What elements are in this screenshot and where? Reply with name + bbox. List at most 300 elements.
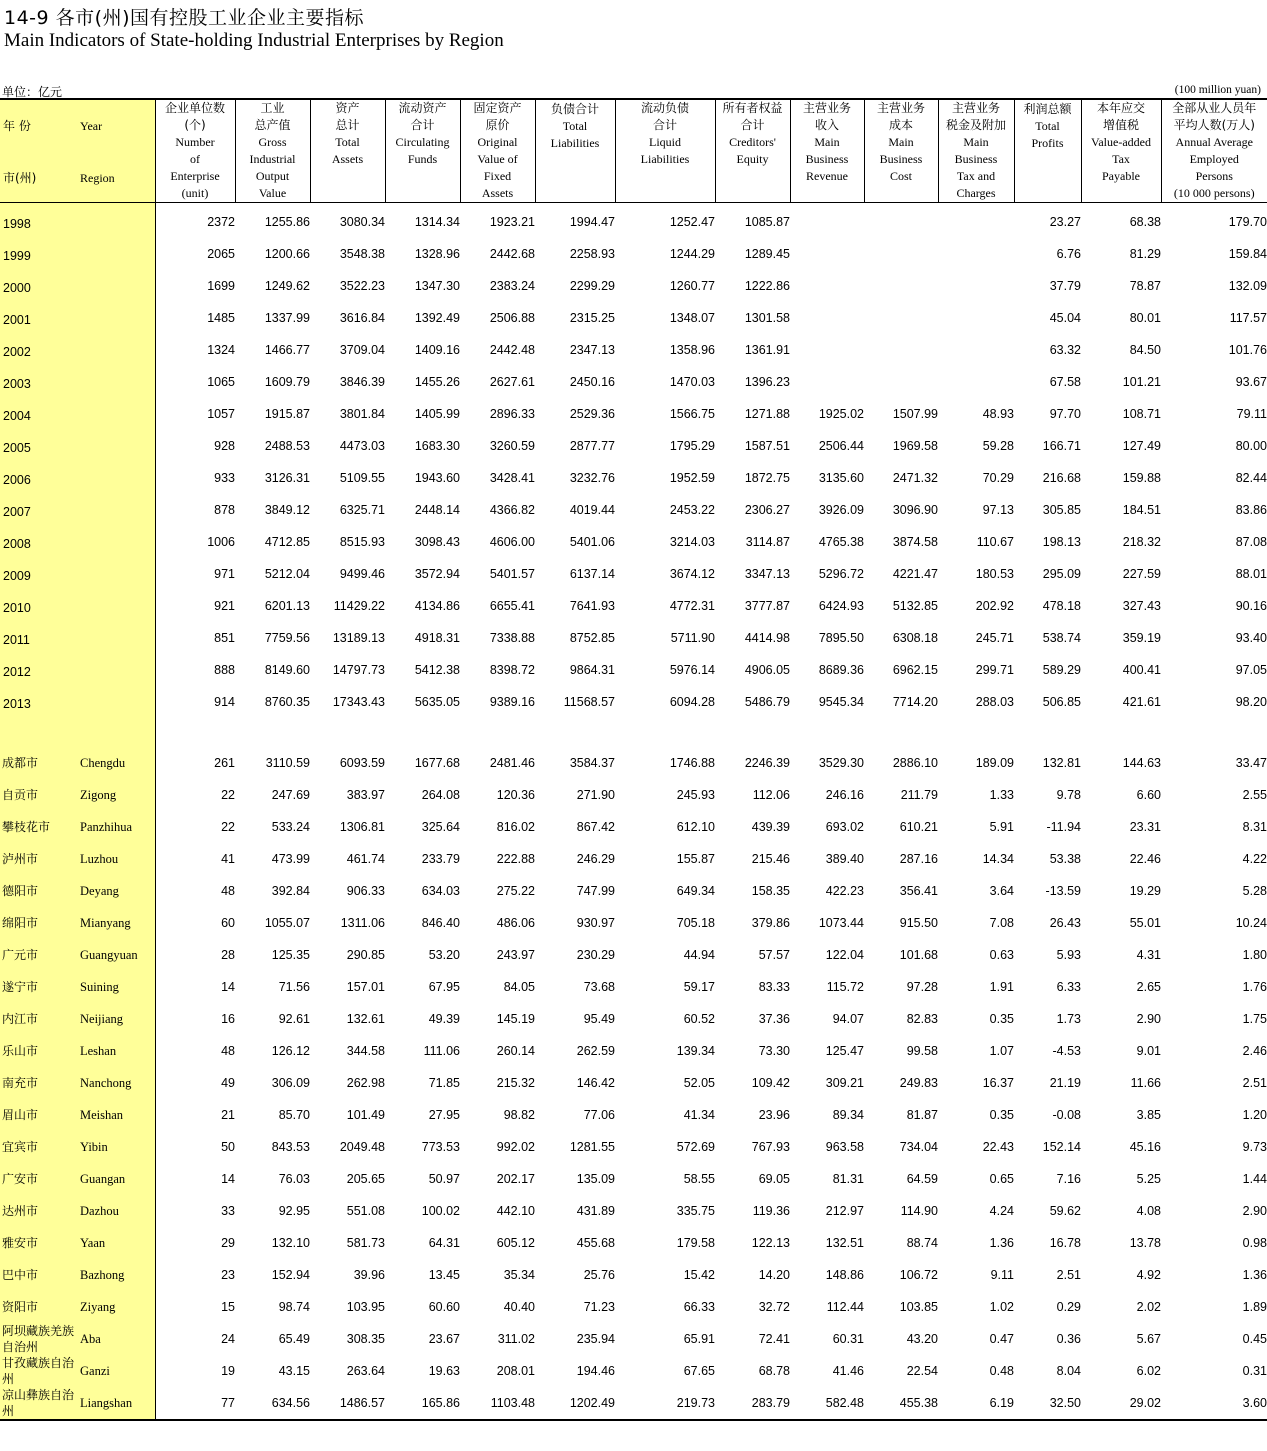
header-row (0, 99, 1267, 203)
cell-2: 1337.99 (264, 311, 310, 325)
region-name-cn: 内江市 (2, 1012, 39, 1026)
cell-13: 5.25 (1136, 1172, 1161, 1186)
cell-1: 2372 (207, 215, 235, 229)
cell-6: 9864.31 (569, 663, 615, 677)
cell-11: 59.28 (982, 439, 1014, 453)
cell-7: 219.73 (615, 1387, 715, 1420)
cell-7: 335.75 (676, 1204, 715, 1218)
cell-8: 5486.79 (744, 695, 790, 709)
region-name-cn: 乐山市 (2, 1044, 39, 1058)
cell-6: 5401.06 (569, 535, 615, 549)
cell-13: 2.65 (1136, 980, 1161, 994)
cell-12: 506.85 (1042, 695, 1081, 709)
cell-5: 2442.48 (489, 343, 535, 357)
cell-10: 5132.85 (892, 599, 938, 613)
cell-7: 60.52 (683, 1012, 715, 1026)
cell-2: 8149.60 (264, 663, 310, 677)
year-cell (0, 235, 155, 267)
cell-13: 19.29 (1129, 884, 1161, 898)
region-name-en: Aba (80, 1331, 101, 1346)
cell-7: 1244.29 (669, 247, 715, 261)
cell-10: 2471.32 (892, 471, 938, 485)
year-row (0, 395, 1267, 427)
cell-3: 1306.81 (339, 820, 385, 834)
cell-4: 1683.30 (414, 439, 460, 453)
cell-1: 19 (221, 1364, 235, 1378)
year-row (0, 619, 1267, 651)
year-row (0, 427, 1267, 459)
cell-14: 93.67 (1235, 375, 1267, 389)
cell-11: 0.63 (989, 948, 1014, 962)
cell-13: 227.59 (1122, 567, 1161, 581)
region-name-cn: 绵阳市 (2, 916, 39, 930)
cell-4: 49.39 (428, 1012, 460, 1026)
year-label-cn: 年 份 (3, 119, 31, 133)
region-row (0, 1259, 1267, 1291)
cell-11: 6.19 (938, 1387, 1014, 1420)
year-row (0, 587, 1267, 619)
cell-3: 13189.13 (332, 631, 385, 645)
cell-12: 59.62 (1049, 1204, 1081, 1218)
cell-11 (938, 235, 1014, 267)
cell-6: 2315.25 (569, 311, 615, 325)
cell-1: 48 (221, 1044, 235, 1058)
region-cell (0, 1131, 155, 1163)
cell-5: 442.10 (496, 1204, 535, 1218)
year-row (0, 363, 1267, 395)
cell-8: 3777.87 (744, 599, 790, 613)
cell-4: 100.02 (421, 1204, 460, 1218)
cell-2: 6201.13 (264, 599, 310, 613)
cell-10: 3096.90 (892, 503, 938, 517)
cell-12: 7.16 (1056, 1172, 1081, 1186)
cell-12: 0.36 (1056, 1332, 1081, 1346)
region-cell (0, 971, 155, 1003)
cell-8: 1587.51 (744, 439, 790, 453)
cell-13: 127.49 (1122, 439, 1161, 453)
cell-2: 1249.62 (264, 279, 310, 293)
cell-12: 5.93 (1056, 948, 1081, 962)
cell-4: 264.08 (421, 788, 460, 802)
region-cell (0, 779, 155, 811)
cell-11: 245.71 (975, 631, 1014, 645)
year-row (0, 235, 1267, 267)
cell-9: 94.07 (832, 1012, 864, 1026)
cell-9: 309.21 (825, 1076, 864, 1090)
cell-10: 2886.10 (892, 756, 938, 770)
year-label: 2010 (3, 601, 31, 615)
cell-13: 4.92 (1136, 1268, 1161, 1282)
region-name-cn: 泸州市 (2, 852, 39, 866)
region-name-cn: 德阳市 (2, 884, 39, 898)
cell-14: 117.57 (1229, 311, 1267, 325)
cell-8: 122.13 (751, 1236, 790, 1250)
cell-3: 551.08 (346, 1204, 385, 1218)
cell-8: 14.20 (758, 1268, 790, 1282)
cell-8: 3114.87 (745, 535, 790, 549)
cell-11: 1.91 (989, 980, 1014, 994)
cell-11: 3.64 (989, 884, 1014, 898)
cell-3: 8515.93 (339, 535, 385, 549)
cell-6: 2258.93 (569, 247, 615, 261)
cell-3: 205.65 (346, 1172, 385, 1186)
cell-7: 2453.22 (669, 503, 715, 517)
unit-label-en: (100 million yuan) (1174, 84, 1261, 96)
cell-5: 2442.68 (489, 247, 535, 261)
cell-12: 53.38 (1049, 852, 1081, 866)
cell-6: 1202.49 (535, 1387, 615, 1420)
cell-6: 8752.85 (569, 631, 615, 645)
cell-6: 2877.77 (569, 439, 615, 453)
cell-14: 1.76 (1242, 980, 1267, 994)
cell-4: 50.97 (428, 1172, 460, 1186)
region-name-cn: 宜宾市 (2, 1140, 39, 1154)
cell-7: 6094.28 (669, 695, 715, 709)
cell-2: 126.12 (271, 1044, 310, 1058)
cell-11: 70.29 (982, 471, 1014, 485)
region-name-en: Meishan (80, 1107, 124, 1122)
cell-9: 122.04 (825, 948, 864, 962)
cell-1: 50 (221, 1140, 235, 1154)
cell-8: 23.96 (758, 1108, 790, 1122)
cell-13: 4.31 (1136, 948, 1161, 962)
region-name-cn: 达州市 (2, 1204, 39, 1218)
column-header-13: 本年应交 增值税 Value-added Tax Payable (1081, 99, 1161, 203)
region-name-en: Chengdu (80, 755, 126, 770)
cell-1: 41 (221, 852, 235, 866)
cell-14: 87.08 (1235, 535, 1267, 549)
cell-10: 287.16 (899, 852, 938, 866)
cell-12: 16.78 (1049, 1236, 1081, 1250)
column-header-5: 固定资产 原价 Original Value of Fixed Assets (460, 99, 535, 203)
cell-1: 878 (214, 503, 235, 517)
year-cell (0, 331, 155, 363)
cell-5: 145.19 (496, 1012, 535, 1026)
cell-9 (790, 363, 864, 395)
cell-5: 120.36 (496, 788, 535, 802)
cell-2: 65.49 (278, 1332, 310, 1346)
cell-8: 2246.39 (744, 756, 790, 770)
region-name-cn: 眉山市 (2, 1108, 39, 1122)
cell-13: 78.87 (1129, 279, 1161, 293)
cell-1: 1006 (207, 535, 235, 549)
cell-1: 928 (214, 439, 235, 453)
cell-5: 486.06 (496, 916, 535, 930)
cell-9: 1073.44 (818, 916, 864, 930)
cell-3: 5109.55 (339, 471, 385, 485)
cell-10: 6308.18 (892, 631, 938, 645)
cell-2: 71.56 (278, 980, 310, 994)
cell-5: 6655.41 (489, 599, 535, 613)
cell-3: 157.01 (346, 980, 385, 994)
region-row (0, 875, 1267, 907)
cell-10: 101.68 (899, 948, 938, 962)
cell-12: 6.33 (1056, 980, 1081, 994)
cell-3: 1486.57 (310, 1387, 385, 1420)
cell-6: 1281.55 (569, 1140, 615, 1154)
cell-14: 97.05 (1235, 663, 1267, 677)
cell-1: 1065 (207, 375, 235, 389)
cell-13: 359.19 (1122, 631, 1161, 645)
cell-3: 9499.46 (339, 567, 385, 581)
region-cell (0, 939, 155, 971)
year-cell (0, 395, 155, 427)
cell-6: 25.76 (583, 1268, 615, 1282)
cell-5: 2627.61 (489, 375, 535, 389)
cell-6: 77.06 (583, 1108, 615, 1122)
cell-12: 589.29 (1042, 663, 1081, 677)
region-name-en: Guangan (80, 1171, 126, 1186)
cell-13: 108.71 (1122, 407, 1161, 421)
region-cell (0, 907, 155, 939)
cell-6: 2529.36 (569, 407, 615, 421)
cell-3: 263.64 (346, 1364, 385, 1378)
cell-1: 1324 (207, 343, 235, 357)
cell-4: 634.03 (421, 884, 460, 898)
cell-3: 3548.38 (339, 247, 385, 261)
cell-4: 19.63 (428, 1364, 460, 1378)
cell-2: 843.53 (271, 1140, 310, 1154)
cell-7: 44.94 (683, 948, 715, 962)
region-row (0, 843, 1267, 875)
cell-2: 7759.56 (264, 631, 310, 645)
cell-12: 295.09 (1042, 567, 1081, 581)
cell-2: 3126.31 (264, 471, 310, 485)
cell-11: 0.65 (989, 1172, 1014, 1186)
region-cell (0, 875, 155, 907)
year-label: 2003 (3, 377, 31, 391)
cell-1: 14 (221, 980, 235, 994)
cell-14: 10.24 (1235, 916, 1267, 930)
cell-12: 45.04 (1049, 311, 1081, 325)
cell-7: 52.05 (683, 1076, 715, 1090)
region-cell (0, 1163, 155, 1195)
cell-2: 392.84 (271, 884, 310, 898)
cell-12: 0.29 (1056, 1300, 1081, 1314)
year-cell (0, 651, 155, 683)
cell-10: 106.72 (899, 1268, 938, 1282)
cell-4: 1677.68 (414, 756, 460, 770)
cell-4: 3572.94 (414, 567, 460, 581)
cell-13: 159.88 (1122, 471, 1161, 485)
cell-7: 67.65 (683, 1364, 715, 1378)
cell-11: 0.35 (989, 1012, 1014, 1026)
cell-8: 379.86 (751, 916, 790, 930)
cell-8: 119.36 (752, 1204, 790, 1218)
year-row (0, 683, 1267, 715)
cell-2: 1915.87 (264, 407, 310, 421)
cell-9: 212.97 (825, 1204, 864, 1218)
cell-5: 208.01 (496, 1364, 535, 1378)
cell-1: 261 (214, 756, 235, 770)
cell-3: 3801.84 (339, 407, 385, 421)
cell-12: 1.73 (1056, 1012, 1081, 1026)
cell-1: 49 (221, 1076, 235, 1090)
column-header-4: 流动资产 合计 Circulating Funds (385, 99, 460, 203)
year-label-en: Year (80, 119, 103, 133)
cell-13: 45.16 (1129, 1140, 1161, 1154)
region-label-cn: 市(州) (3, 171, 37, 185)
cell-8: 69.05 (758, 1172, 790, 1186)
region-cell (0, 843, 155, 875)
cell-9: 3926.09 (818, 503, 864, 517)
cell-9: 125.47 (825, 1044, 864, 1058)
cell-1: 15 (221, 1300, 235, 1314)
cell-10: 3874.58 (892, 535, 938, 549)
cell-13: 9.01 (1136, 1044, 1161, 1058)
region-label-en: Region (80, 171, 115, 185)
cell-1: 1699 (207, 279, 235, 293)
cell-7: 3214.03 (669, 535, 715, 549)
cell-1: 933 (214, 471, 235, 485)
cell-11: 1.33 (989, 788, 1014, 802)
cell-13: 81.29 (1129, 247, 1161, 261)
cell-14: 1.44 (1242, 1172, 1267, 1186)
region-name-en: Yibin (80, 1139, 108, 1154)
cell-2: 247.69 (271, 788, 310, 802)
cell-10 (864, 203, 938, 236)
cell-2: 98.74 (278, 1300, 310, 1314)
cell-13: 55.01 (1129, 916, 1161, 930)
unit-label-cn: 单位：亿元 (2, 85, 63, 99)
cell-11: 288.03 (975, 695, 1014, 709)
cell-14: 3.60 (1161, 1387, 1267, 1420)
cell-10 (864, 235, 938, 267)
cell-3: 4473.03 (339, 439, 385, 453)
cell-13: 2.02 (1136, 1300, 1161, 1314)
cell-2: 1466.77 (264, 343, 310, 357)
cell-13: 101.21 (1122, 375, 1161, 389)
region-cell (0, 1003, 155, 1035)
region-name-cn: 甘孜藏族自治州 (2, 1356, 75, 1386)
cell-11: 14.34 (982, 852, 1014, 866)
cell-11: 1.02 (989, 1300, 1014, 1314)
cell-13: 68.38 (1129, 215, 1161, 229)
cell-10 (864, 267, 938, 299)
cell-8: 112.06 (752, 788, 790, 802)
indicators-table (0, 98, 1267, 1421)
cell-10: 64.59 (906, 1172, 938, 1186)
cell-6: 3584.37 (569, 756, 615, 770)
cell-1: 971 (214, 567, 235, 581)
cell-10 (864, 363, 938, 395)
region-row (0, 811, 1267, 843)
cell-9: 389.40 (825, 852, 864, 866)
year-row (0, 299, 1267, 331)
cell-14: 33.47 (1235, 756, 1267, 770)
cell-12: 132.81 (1042, 756, 1081, 770)
year-row (0, 491, 1267, 523)
year-cell (0, 203, 155, 236)
cell-6: 1994.47 (569, 215, 615, 229)
cell-5: 84.05 (503, 980, 535, 994)
cell-5: 215.32 (496, 1076, 535, 1090)
cell-4: 1405.99 (414, 407, 460, 421)
region-name-en: Luzhou (80, 851, 119, 866)
region-name-en: Ganzi (80, 1363, 110, 1378)
cell-1: 21 (221, 1108, 235, 1122)
cell-14: 5.28 (1242, 884, 1267, 898)
year-cell (0, 427, 155, 459)
cell-5: 5401.57 (489, 567, 535, 581)
cell-8: 1872.75 (744, 471, 790, 485)
cell-7: 5711.90 (670, 631, 715, 645)
cell-13: 11.66 (1130, 1076, 1161, 1090)
cell-10: 1969.58 (892, 439, 938, 453)
cell-13: 2.90 (1136, 1012, 1161, 1026)
cell-1: 28 (221, 948, 235, 962)
cell-6: 11568.57 (563, 695, 615, 709)
cell-6: 7641.93 (569, 599, 615, 613)
cell-9: 9545.34 (818, 695, 864, 709)
cell-13: 400.41 (1122, 663, 1161, 677)
cell-6: 271.90 (576, 788, 615, 802)
cell-1: 60 (221, 916, 235, 930)
cell-6: 194.46 (576, 1364, 615, 1378)
cell-12: 478.18 (1042, 599, 1081, 613)
cell-6: 262.59 (576, 1044, 615, 1058)
year-label: 1998 (3, 217, 31, 231)
cell-14: 0.31 (1242, 1364, 1267, 1378)
cell-11: 1.07 (989, 1044, 1014, 1058)
cell-9: 693.02 (825, 820, 864, 834)
region-name-cn: 雅安市 (2, 1236, 39, 1250)
cell-14: 1.20 (1242, 1108, 1267, 1122)
cell-14: 2.55 (1242, 788, 1267, 802)
cell-5: 275.22 (496, 884, 535, 898)
cell-9: 3529.30 (818, 756, 864, 770)
cell-11: 9.11 (990, 1268, 1014, 1282)
cell-9: 112.44 (826, 1300, 864, 1314)
cell-3: 17343.43 (332, 695, 385, 709)
year-label: 2004 (3, 409, 31, 423)
cell-2: 132.10 (271, 1236, 310, 1250)
year-label: 2009 (3, 569, 31, 583)
cell-12: 8.04 (1056, 1364, 1081, 1378)
cell-14: 2.51 (1242, 1076, 1267, 1090)
cell-3: 906.33 (346, 884, 385, 898)
column-header-12: 利润总额 Total Profits (1014, 99, 1081, 203)
cell-6: 455.68 (576, 1236, 615, 1250)
table-title-cn: 14-9 各市(州)国有控股工业企业主要指标 (4, 7, 364, 29)
cell-2: 306.09 (271, 1076, 310, 1090)
cell-3: 290.85 (346, 948, 385, 962)
cell-5: 1103.48 (460, 1387, 535, 1420)
region-row (0, 747, 1267, 779)
cell-3: 3709.04 (339, 343, 385, 357)
year-label: 2002 (3, 345, 31, 359)
year-label: 2007 (3, 505, 31, 519)
cell-12: 37.79 (1049, 279, 1081, 293)
column-header-8: 所有者权益 合计 Creditors' Equity (715, 99, 790, 203)
cell-9 (790, 235, 864, 267)
cell-9: 6424.93 (818, 599, 864, 613)
cell-11: 16.37 (982, 1076, 1014, 1090)
region-name-en: Liangshan (80, 1395, 133, 1410)
cell-12: 198.13 (1042, 535, 1081, 549)
cell-8: 283.79 (715, 1387, 790, 1420)
cell-3: 383.97 (346, 788, 385, 802)
cell-13: 184.51 (1122, 503, 1161, 517)
cell-4: 1328.96 (414, 247, 460, 261)
cell-8: 83.33 (758, 980, 790, 994)
cell-5: 9389.16 (489, 695, 535, 709)
column-header-14: 全部从业人员年 平均人数(万人) Annual Average Employed Persons (10 000 persons) (1161, 99, 1267, 203)
region-row (0, 1099, 1267, 1131)
cell-4: 1409.16 (414, 343, 460, 357)
cell-11: 4.24 (989, 1204, 1014, 1218)
cell-5: 816.02 (496, 820, 535, 834)
